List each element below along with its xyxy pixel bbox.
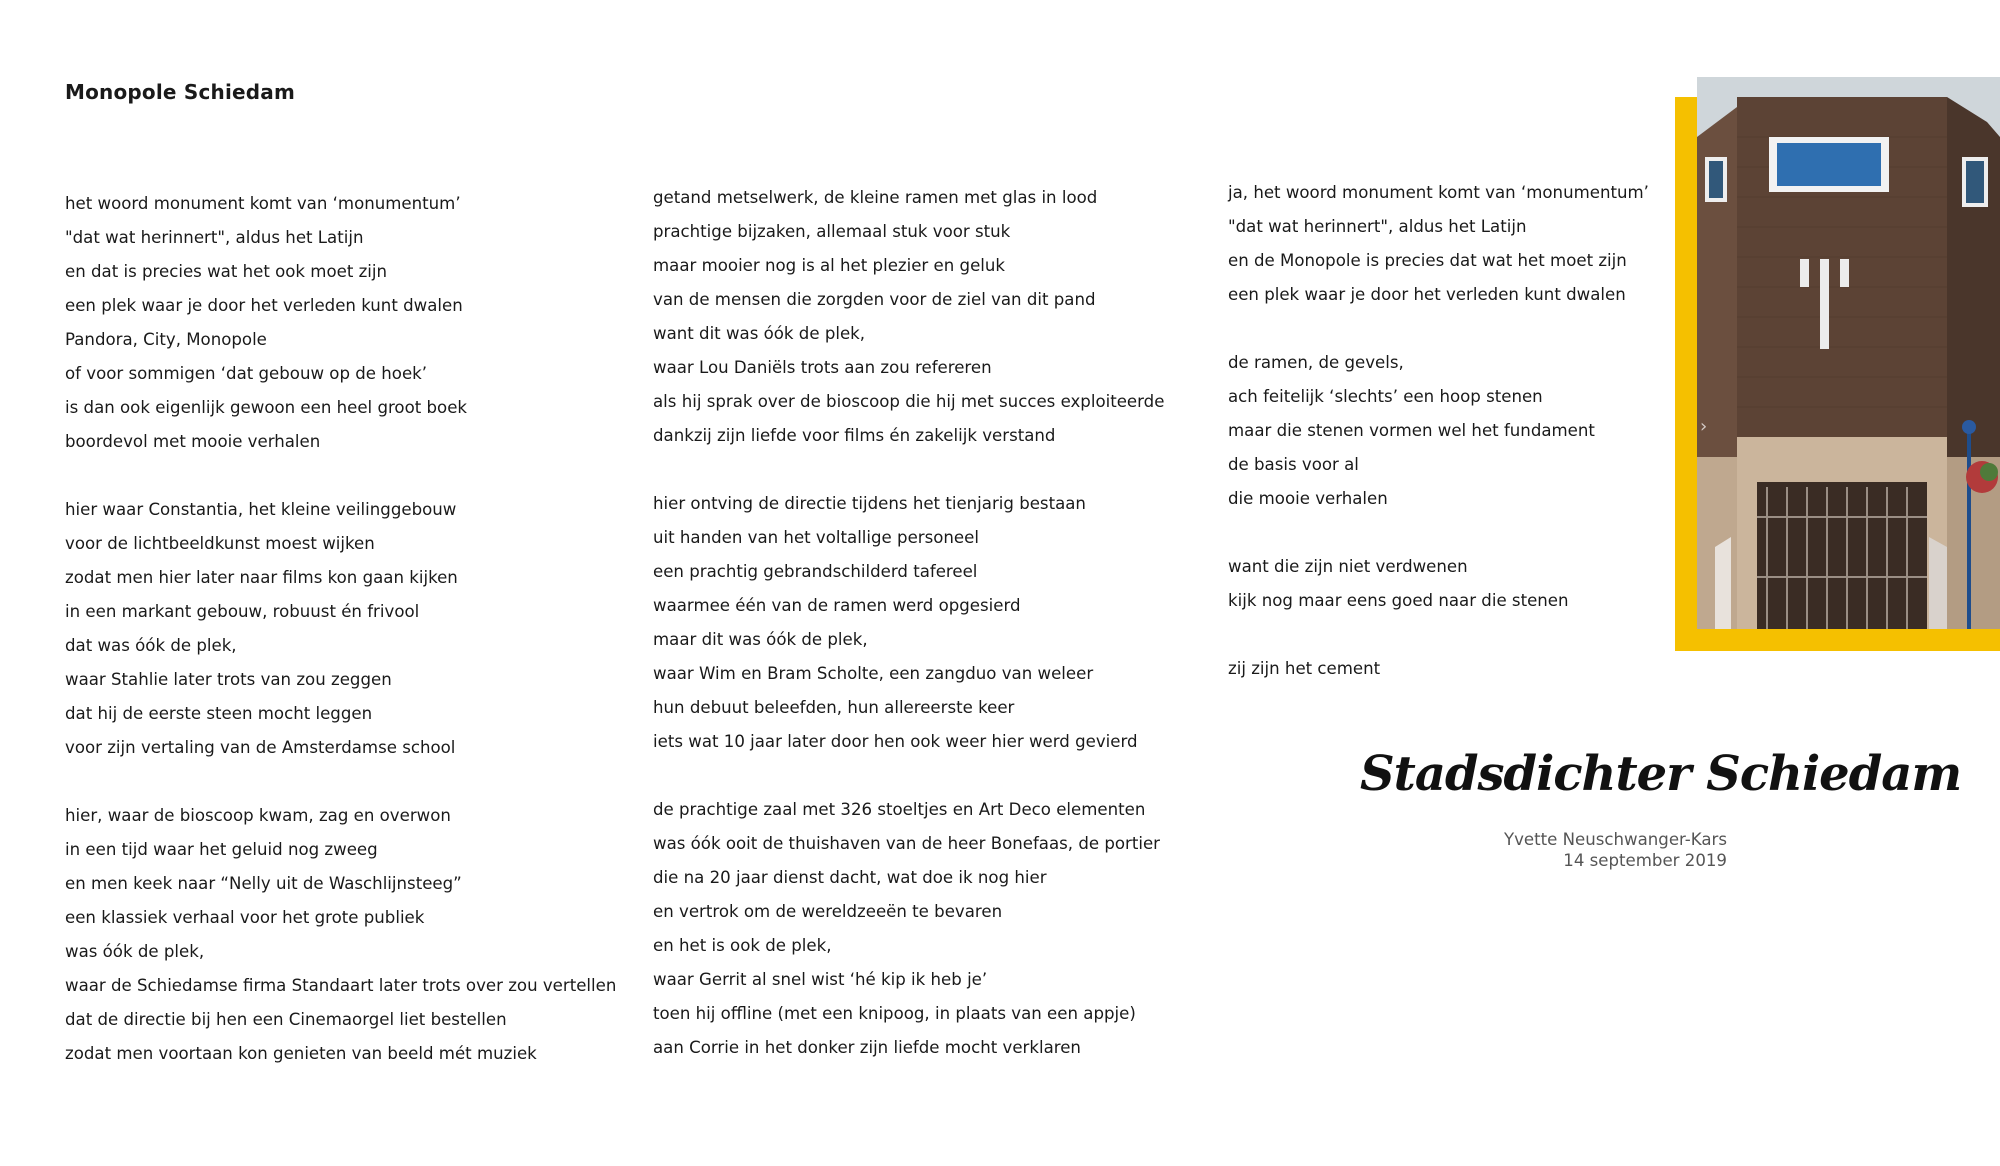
poem-stanza <box>653 793 1253 1065</box>
poem-line: want dit was óók de plek, <box>653 324 866 343</box>
poem-line: die na 20 jaar dienst dacht, wat doe ik nog hier <box>653 868 1047 887</box>
poem-line: "dat wat herinnert", aldus het Latijn <box>1228 217 1527 236</box>
poem-stanza <box>65 493 665 765</box>
poem-line: een prachtig gebrandschilderd tafereel <box>653 562 978 581</box>
poem-line: zodat men hier later naar films kon gaan kijken <box>65 568 458 587</box>
building-photo-frame <box>1675 77 2000 651</box>
poem-line: was óók de plek, <box>65 942 205 961</box>
poem-line: toen hij offline (met een knipoog, in plaats van een appje) <box>653 1004 1136 1023</box>
poem-line: hun debuut beleefden, hun allereerste keer <box>653 698 1015 717</box>
poem-line: waar Wim en Bram Scholte, een zangduo van weleer <box>653 664 1094 683</box>
poem-line: als hij sprak over de bioscoop die hij met succes exploiteerde <box>653 392 1165 411</box>
poem-line: kijk nog maar eens goed naar die stenen <box>1228 591 1569 610</box>
poem-line: prachtige bijzaken, allemaal stuk voor stuk <box>653 222 1011 241</box>
poem-line: "dat wat herinnert", aldus het Latijn <box>65 228 364 247</box>
poem-line: dankzij zijn liefde voor films én zakelijk verstand <box>653 426 1056 445</box>
poem-line: zodat men voortaan kon genieten van beeld mét muziek <box>65 1044 537 1063</box>
poem-line: voor zijn vertaling van de Amsterdamse school <box>65 738 456 757</box>
poem-column-1 <box>65 187 665 1105</box>
poem-stanza <box>65 799 665 1071</box>
poem-stanza <box>653 487 1253 759</box>
poem-line: maar dit was óók de plek, <box>653 630 868 649</box>
poem-line: getand metselwerk, de kleine ramen met glas in lood <box>653 188 1098 207</box>
poem-line: of voor sommigen ‘dat gebouw op de hoek’ <box>65 364 428 383</box>
poem-column-2 <box>653 181 1253 1099</box>
poem-line: in een tijd waar het geluid nog zweeg <box>65 840 378 859</box>
monopole-building-photo <box>1697 77 2000 629</box>
svg-text:›: › <box>1700 416 1708 437</box>
poem-line: in een markant gebouw, robuust én frivool <box>65 602 420 621</box>
poem-line: maar die stenen vormen wel het fundament <box>1228 421 1595 440</box>
author-block <box>1504 829 1727 871</box>
poem-line: waar de Schiedamse firma Standaart later trots over zou vertellen <box>65 976 617 995</box>
poem-line: een klassiek verhaal voor het grote publiek <box>65 908 425 927</box>
poem-line: hier ontving de directie tijdens het tienjarig bestaan <box>653 494 1086 513</box>
poem-stanza <box>1228 652 1828 686</box>
poem-line: en vertrok om de wereldzeeën te bevaren <box>653 902 1003 921</box>
poem-line: zij zijn het cement <box>1228 659 1381 678</box>
poem-line: waar Lou Daniëls trots aan zou refereren <box>653 358 992 377</box>
poem-line: hier waar Constantia, het kleine veilinggebouw <box>65 500 457 519</box>
poem-line: boordevol met mooie verhalen <box>65 432 321 451</box>
poem-line: ach feitelijk ‘slechts’ een hoop stenen <box>1228 387 1543 406</box>
poem-line: iets wat 10 jaar later door hen ook weer hier werd gevierd <box>653 732 1138 751</box>
poem-stanza <box>65 187 665 459</box>
poem-stanza <box>653 181 1253 453</box>
poem-line: en men keek naar “Nelly uit de Waschlijnsteeg” <box>65 874 462 893</box>
poem-line: een plek waar je door het verleden kunt dwalen <box>65 296 463 315</box>
poem-line: dat de directie bij hen een Cinemaorgel liet bestellen <box>65 1010 507 1029</box>
poem-line: aan Corrie in het donker zijn liefde mocht verklaren <box>653 1038 1081 1057</box>
poem-line: dat hij de eerste steen mocht leggen <box>65 704 373 723</box>
stadsdichter-signature <box>1350 730 1962 820</box>
poem-line: een plek waar je door het verleden kunt dwalen <box>1228 285 1626 304</box>
signature-text: Stadsdichter Schiedam <box>1360 746 1962 802</box>
poem-line: die mooie verhalen <box>1228 489 1388 508</box>
poem-line: waar Stahlie later trots van zou zeggen <box>65 670 392 689</box>
poem-line: de ramen, de gevels, <box>1228 353 1404 372</box>
poem-line: en het is ook de plek, <box>653 936 832 955</box>
poem-line: hier, waar de bioscoop kwam, zag en overwon <box>65 806 451 825</box>
poem-line: want die zijn niet verdwenen <box>1228 557 1468 576</box>
poem-title: Monopole Schiedam <box>65 80 296 104</box>
poem-line: van de mensen die zorgden voor de ziel van dit pand <box>653 290 1096 309</box>
poem-line: uit handen van het voltallige personeel <box>653 528 979 547</box>
poem-line: is dan ook eigenlijk gewoon een heel groot boek <box>65 398 468 417</box>
poem-line: en de Monopole is precies dat wat het moet zijn <box>1228 251 1627 270</box>
poem-line: maar mooier nog is al het plezier en geluk <box>653 256 1006 275</box>
poem-line: waar Gerrit al snel wist ‘hé kip ik heb je’ <box>653 970 988 989</box>
author-name: Yvette Neuschwanger-Kars <box>1503 830 1727 849</box>
poem-line: was óók ooit de thuishaven van de heer Bonefaas, de portier <box>653 834 1161 853</box>
poem-line: de prachtige zaal met 326 stoeltjes en Art Deco elementen <box>653 800 1146 819</box>
poem-line: waarmee één van de ramen werd opgesierd <box>653 596 1021 615</box>
poem-line: de basis voor al <box>1228 455 1359 474</box>
poem-line: het woord monument komt van ‘monumentum’ <box>65 194 461 213</box>
poem-line: Pandora, City, Monopole <box>65 330 267 349</box>
author-date: 14 september 2019 <box>1563 851 1727 870</box>
poem-line: ja, het woord monument komt van ‘monumentum’ <box>1228 183 1649 202</box>
poem-line: voor de lichtbeeldkunst moest wijken <box>65 534 375 553</box>
poem-line: en dat is precies wat het ook moet zijn <box>65 262 388 281</box>
poem-line: dat was óók de plek, <box>65 636 237 655</box>
